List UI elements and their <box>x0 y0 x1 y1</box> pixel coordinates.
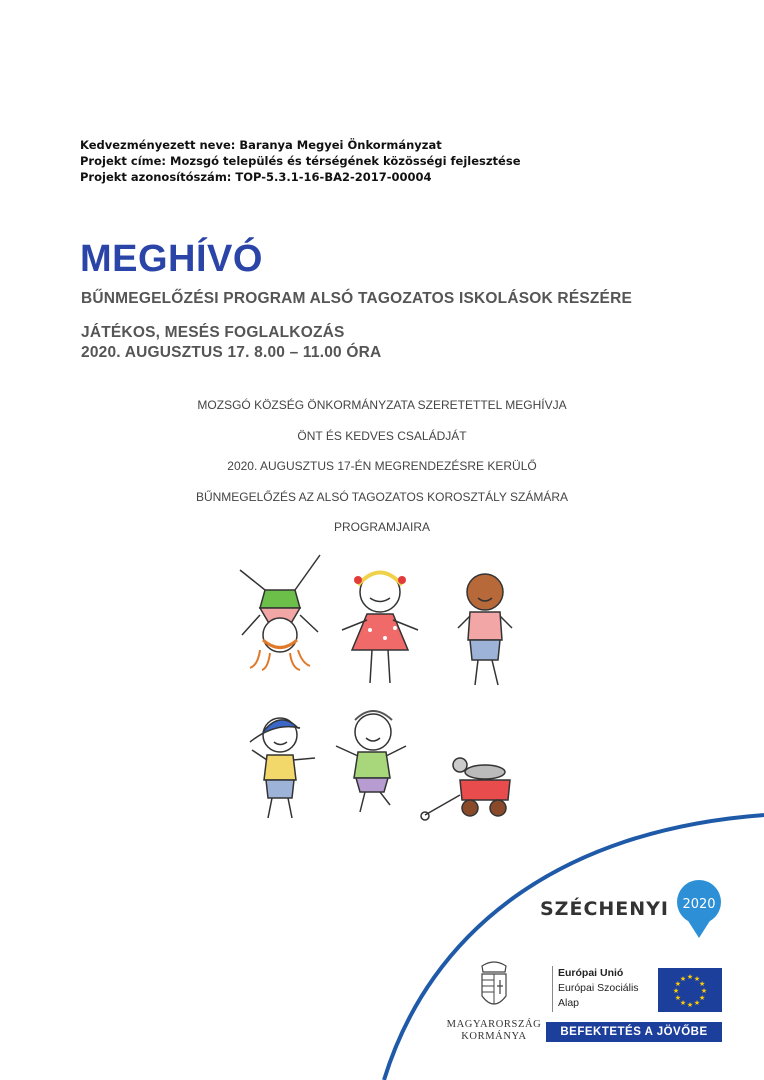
program-subtitle: BŰNMEGELŐZÉSI PROGRAM ALSÓ TAGOZATOS ISKOLÁSOK RÉSZÉRE <box>81 290 633 307</box>
datetime-line: 2020. AUGUSZTUS 17. 8.00 – 11.00 ÓRA <box>81 344 382 361</box>
eu-line1: Európai Unió <box>558 967 624 979</box>
child-upside-down <box>240 555 320 670</box>
child-boy-cap <box>250 718 315 818</box>
eu-star: ★ <box>700 988 708 995</box>
eu-line3: Alap <box>558 997 580 1009</box>
eu-star: ★ <box>686 1002 694 1009</box>
eu-star: ★ <box>693 975 701 983</box>
government-name-line2: KORMÁNYA <box>461 1031 527 1042</box>
eu-star: ★ <box>679 975 687 983</box>
activity-info <box>81 323 381 363</box>
body-line: BŰNMEGELŐZÉS AZ ALSÓ TAGOZATOS KOROSZTÁLY SZÁMÁRA <box>195 489 569 504</box>
eu-stars <box>658 968 722 1012</box>
eu-star: ★ <box>698 981 706 988</box>
body-line: ÖNT ÉS KEDVES CSALÁDJÁT <box>297 428 467 443</box>
project-title-line: Projekt címe: Mozsgó település és térségének közösségi fejlesztése <box>80 154 521 168</box>
eu-star: ★ <box>679 1000 687 1008</box>
eu-star: ★ <box>674 981 682 988</box>
page-title: MEGHÍVÓ <box>80 238 263 280</box>
szechenyi-logo <box>540 878 725 940</box>
dog-wagon <box>421 758 510 820</box>
government-name-line1: MAGYARORSZÁG <box>446 1019 542 1030</box>
activity-line: JÁTÉKOS, MESÉS FOGLALKOZÁS <box>81 324 345 341</box>
eu-text <box>552 966 639 1012</box>
children-illustration <box>230 550 530 830</box>
eu-slogan-banner: BEFEKTETÉS A JÖVŐBE <box>546 1022 722 1042</box>
beneficiary-line: Kedvezményezett neve: Baranya Megyei Önkormányzat <box>80 138 442 152</box>
eu-star: ★ <box>674 995 682 1002</box>
eu-star: ★ <box>693 1000 701 1008</box>
project-id-line: Projekt azonosítószám: TOP-5.3.1-16-BA2-2017-00004 <box>80 170 432 184</box>
eu-star: ★ <box>686 974 694 981</box>
map-pin-icon <box>673 878 725 940</box>
szechenyi-word: SZÉCHENYI <box>540 898 669 920</box>
child-girl-green <box>336 711 406 812</box>
project-info <box>80 137 521 185</box>
invitation-body <box>0 398 764 551</box>
government-logo <box>446 958 542 1043</box>
szechenyi-year: 2020 <box>682 897 716 912</box>
child-girl-red-dress <box>342 572 418 683</box>
coat-of-arms-icon <box>477 958 511 1014</box>
child-boy-dark <box>458 574 512 685</box>
eu-flag-icon <box>658 968 722 1012</box>
eu-line2: Európai Szociális <box>558 982 639 994</box>
eu-star: ★ <box>672 988 680 995</box>
body-line: PROGRAMJAIRA <box>333 520 430 534</box>
body-line: 2020. AUGUSZTUS 17-ÉN MEGRENDEZÉSRE KERÜLŐ <box>227 459 537 473</box>
body-line: MOZSGÓ KÖZSÉG ÖNKORMÁNYZATA SZERETETTEL MEGHÍVJA <box>197 398 567 412</box>
eu-star: ★ <box>698 995 706 1002</box>
